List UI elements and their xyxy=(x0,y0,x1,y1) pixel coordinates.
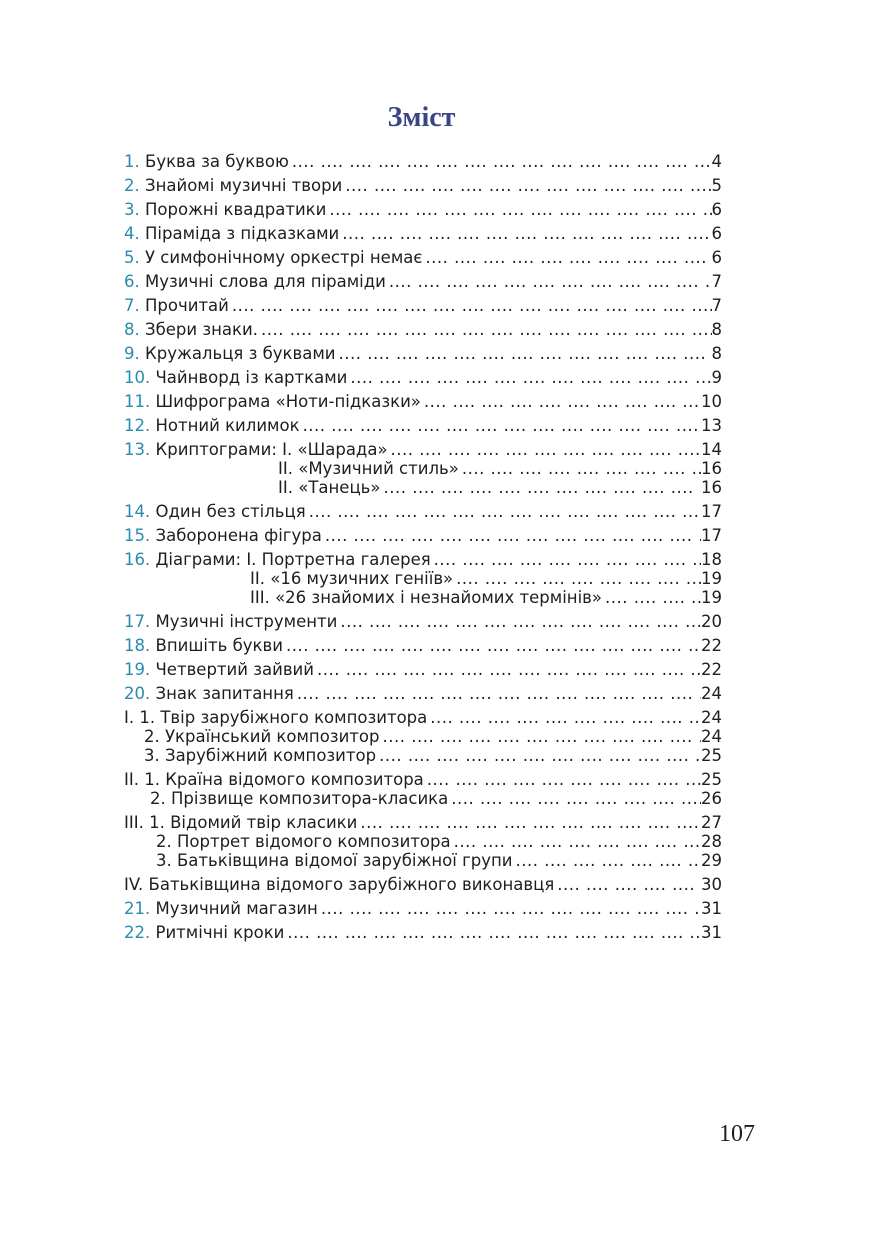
entry-page: 6 xyxy=(711,200,722,219)
entry-page: 17 xyxy=(701,526,722,545)
toc-subentry xyxy=(124,813,722,832)
dot-leader xyxy=(300,416,701,435)
toc-subentry xyxy=(124,875,722,894)
entry-number: 12. xyxy=(124,416,151,435)
entry-page: 30 xyxy=(701,875,722,894)
dot-leader xyxy=(318,899,701,918)
toc-entry xyxy=(124,152,722,171)
dot-leader xyxy=(388,440,701,459)
dot-leader xyxy=(336,344,712,363)
entry-page: 24 xyxy=(701,684,722,703)
entry-title: 3. Батьківщина відомої зарубіжної групи xyxy=(156,851,513,870)
dot-leader xyxy=(427,708,701,727)
entry-page: 9 xyxy=(711,368,722,387)
entry-title: ІІІ. 1. Відомий твір класики xyxy=(124,813,358,832)
entry-title: ІV. Батьківщина відомого зарубіжного виконавця xyxy=(124,875,555,894)
toc-entry xyxy=(124,248,722,267)
toc-entry xyxy=(124,550,722,569)
entry-number: 8. xyxy=(124,320,140,339)
entry-title: У симфонічному оркестрі немає xyxy=(145,248,423,267)
toc-entry xyxy=(124,344,722,363)
entry-number: 20. xyxy=(124,684,151,703)
entry-number: 22. xyxy=(124,923,151,942)
dot-leader xyxy=(289,152,712,171)
toc-subentry xyxy=(124,746,722,765)
toc-entry xyxy=(124,440,722,459)
toc-entry xyxy=(124,368,722,387)
dot-leader xyxy=(306,502,701,521)
entry-title: Четвертий зайвий xyxy=(155,660,315,679)
toc-subentry xyxy=(124,851,722,870)
entry-page: 7 xyxy=(711,272,722,291)
entry-number: 17. xyxy=(124,612,151,631)
entry-page: 28 xyxy=(701,832,722,851)
dot-leader xyxy=(380,727,702,746)
entry-number: 21. xyxy=(124,899,151,918)
entry-title: Знайомі музичні твори xyxy=(145,176,343,195)
dot-leader xyxy=(453,569,701,588)
entry-number: 10. xyxy=(124,368,151,387)
entry-page: 5 xyxy=(711,176,722,195)
dot-leader xyxy=(294,684,701,703)
entry-title: ІІІ. «26 знайомих і незнайомих термінів» xyxy=(250,588,602,607)
entry-title: Діаграми: І. Портретна галерея xyxy=(155,550,431,569)
toc-subentry xyxy=(124,770,722,789)
entry-number: 1. xyxy=(124,152,140,171)
dot-leader xyxy=(448,789,701,808)
entry-title: Збери знаки. xyxy=(145,320,258,339)
dot-leader xyxy=(451,832,701,851)
entry-title: Шифрограма «Ноти-підказки» xyxy=(155,392,421,411)
dot-leader xyxy=(602,588,701,607)
entry-page: 29 xyxy=(701,851,722,870)
entry-page: 4 xyxy=(711,152,722,171)
entry-number: 18. xyxy=(124,636,151,655)
toc-entry xyxy=(124,612,722,631)
dot-leader xyxy=(431,550,701,569)
entry-title: Заборонена фігура xyxy=(155,526,322,545)
entry-number: 9. xyxy=(124,344,140,363)
entry-page: 8 xyxy=(711,320,722,339)
toc-entry xyxy=(124,899,722,918)
toc-entry xyxy=(124,636,722,655)
entry-number: 19. xyxy=(124,660,151,679)
toc-subentry xyxy=(124,478,722,497)
toc-entry xyxy=(124,923,722,942)
dot-leader xyxy=(424,770,701,789)
entry-title: 2. Портрет відомого композитора xyxy=(156,832,451,851)
dot-leader xyxy=(347,368,711,387)
entry-page: 16 xyxy=(701,459,722,478)
entry-title: Ритмічні кроки xyxy=(155,923,285,942)
entry-title: Буква за буквою xyxy=(145,152,289,171)
entry-page: 19 xyxy=(701,588,722,607)
entry-page: 31 xyxy=(701,899,722,918)
entry-page: 6 xyxy=(711,248,722,267)
dot-leader xyxy=(283,636,701,655)
toc-entry xyxy=(124,502,722,521)
entry-number: 13. xyxy=(124,440,151,459)
dot-leader xyxy=(554,875,701,894)
entry-number: 6. xyxy=(124,272,140,291)
entry-title: Музичний магазин xyxy=(155,899,318,918)
page-title: Зміст xyxy=(387,102,456,133)
dot-leader xyxy=(229,296,712,315)
entry-title: Піраміда з підказками xyxy=(145,224,340,243)
toc-entry xyxy=(124,200,722,219)
toc-subentry xyxy=(124,569,722,588)
page-number: 107 xyxy=(719,1121,755,1147)
entry-number: 14. xyxy=(124,502,151,521)
dot-leader xyxy=(381,478,702,497)
entry-title: Музичні інструменти xyxy=(155,612,338,631)
dot-leader xyxy=(386,272,712,291)
dot-leader xyxy=(459,459,701,478)
entry-title: ІІ. «16 музичних геніїв» xyxy=(250,569,454,588)
entry-title: Порожні квадратики xyxy=(145,200,327,219)
table-of-contents xyxy=(124,152,722,942)
toc-subentry xyxy=(124,832,722,851)
toc-entry xyxy=(124,392,722,411)
entry-title: Криптограми: І. «Шарада» xyxy=(155,440,388,459)
entry-number: 5. xyxy=(124,248,140,267)
dot-leader xyxy=(342,176,711,195)
toc-subentry xyxy=(124,708,722,727)
entry-page: 20 xyxy=(701,612,722,631)
entry-page: 26 xyxy=(701,789,722,808)
entry-page: 14 xyxy=(701,440,722,459)
entry-title: 2. Прізвище композитора-класика xyxy=(150,789,449,808)
entry-number: 11. xyxy=(124,392,151,411)
entry-page: 24 xyxy=(701,708,722,727)
entry-page: 24 xyxy=(701,727,722,746)
entry-title: Впишіть букви xyxy=(155,636,283,655)
entry-number: 2. xyxy=(124,176,140,195)
entry-page: 22 xyxy=(701,636,722,655)
entry-page: 27 xyxy=(701,813,722,832)
entry-title: ІІ. «Музичний стиль» xyxy=(278,459,459,478)
toc-entry xyxy=(124,416,722,435)
dot-leader xyxy=(376,746,701,765)
dot-leader xyxy=(513,851,702,870)
entry-page: 13 xyxy=(701,416,722,435)
entry-title: 2. Український композитор xyxy=(144,727,380,746)
entry-title: І. 1. Твір зарубіжного композитора xyxy=(124,708,428,727)
entry-title: Музичні слова для піраміди xyxy=(145,272,386,291)
toc-subentry xyxy=(124,789,722,808)
entry-page: 31 xyxy=(701,923,722,942)
entry-page: 25 xyxy=(701,770,722,789)
entry-page: 22 xyxy=(701,660,722,679)
toc-entry xyxy=(124,684,722,703)
toc-entry xyxy=(124,272,722,291)
toc-subentry xyxy=(124,459,722,478)
entry-number: 3. xyxy=(124,200,140,219)
entry-title: ІІ. 1. Країна відомого композитора xyxy=(124,770,424,789)
toc-entry xyxy=(124,224,722,243)
entry-title: Нотний килимок xyxy=(155,416,300,435)
dot-leader xyxy=(284,923,701,942)
entry-number: 16. xyxy=(124,550,151,569)
dot-leader xyxy=(421,392,701,411)
entry-title: 3. Зарубіжний композитор xyxy=(144,746,377,765)
entry-page: 25 xyxy=(701,746,722,765)
entry-number: 15. xyxy=(124,526,151,545)
toc-subentry xyxy=(124,588,722,607)
entry-page: 16 xyxy=(701,478,722,497)
toc-entry xyxy=(124,526,722,545)
entry-page: 18 xyxy=(701,550,722,569)
toc-entry xyxy=(124,296,722,315)
entry-title: Чайнворд із картками xyxy=(155,368,348,387)
entry-page: 19 xyxy=(701,569,722,588)
entry-page: 7 xyxy=(711,296,722,315)
entry-title: Знак запитання xyxy=(155,684,294,703)
entry-title: ІІ. «Танець» xyxy=(278,478,381,497)
dot-leader xyxy=(357,813,701,832)
toc-subentry xyxy=(124,727,722,746)
dot-leader xyxy=(339,224,711,243)
toc-entry xyxy=(124,320,722,339)
entry-title: Кружальця з буквами xyxy=(145,344,336,363)
toc-entry xyxy=(124,660,722,679)
entry-number: 7. xyxy=(124,296,140,315)
dot-leader xyxy=(322,526,701,545)
entry-number: 4. xyxy=(124,224,140,243)
entry-page: 10 xyxy=(701,392,722,411)
dot-leader xyxy=(337,612,701,631)
entry-page: 8 xyxy=(711,344,722,363)
entry-page: 6 xyxy=(711,224,722,243)
toc-entry xyxy=(124,176,722,195)
dot-leader xyxy=(314,660,701,679)
dot-leader xyxy=(258,320,712,339)
dot-leader xyxy=(422,248,711,267)
entry-page: 17 xyxy=(701,502,722,521)
dot-leader xyxy=(326,200,711,219)
entry-title: Один без стільця xyxy=(155,502,306,521)
entry-title: Прочитай xyxy=(145,296,229,315)
